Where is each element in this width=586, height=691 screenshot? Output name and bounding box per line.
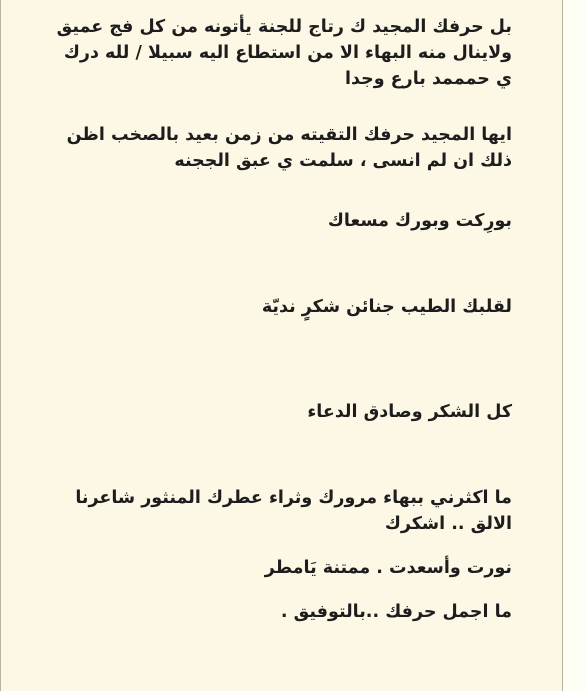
paragraph-3: [25, 208, 512, 234]
text-line: الالق .. اشكرك: [384, 514, 512, 534]
text-line: بل حرفك المجيد ك رتاج للجنة يأتونه من كل فج عميق: [56, 17, 512, 37]
text-line: لقلبك الطيب جنائن شكرٍ نديّة: [261, 297, 512, 317]
text-line: ما اكثرني ببهاء مرورك وثراء عطرك المنثور شاعرنا: [75, 488, 512, 508]
text-line: ايها المجيد حرفك التقيته من زمن بعيد بالصخب اظن: [66, 125, 512, 145]
post-body: [25, 14, 512, 625]
paragraph-6: [25, 485, 512, 537]
text-line: ي حمممد بارع وجدا: [344, 69, 512, 89]
paragraph-8: [25, 599, 512, 625]
paragraph-7: [25, 555, 512, 581]
text-line: نورت وأسعدت . ممتنة يَامطر: [264, 558, 512, 578]
paragraph-1: [25, 14, 512, 92]
text-line: ما اجمل حرفك ..بالتوفيق .: [280, 602, 512, 622]
text-line: ذلك ان لم انسى ، سلمت ي عبق الججنه: [174, 151, 512, 171]
paragraph-2: [25, 122, 512, 174]
text-line: كل الشكر وصادق الدعاء: [307, 402, 512, 422]
paragraph-5: [25, 399, 512, 425]
paragraph-4: [25, 294, 512, 320]
text-line: ولاينال منه البهاء الا من استطاع اليه سبيلا / لله درك: [63, 43, 512, 63]
text-line: بورِكت وبورك مسعاك: [327, 211, 512, 231]
